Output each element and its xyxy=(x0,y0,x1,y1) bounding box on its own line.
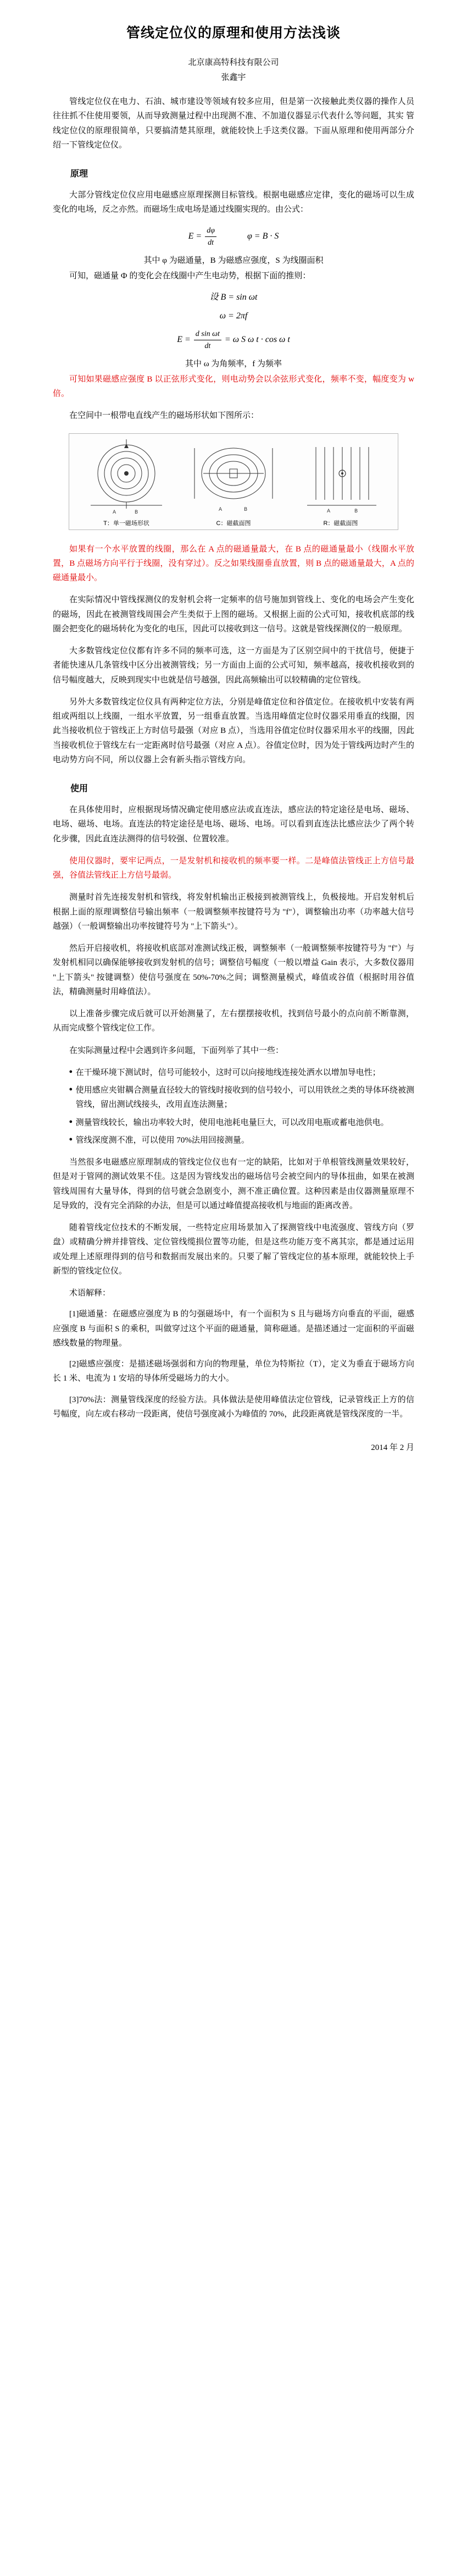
usage-paragraph-7: 随着管线定位技术的不断发展，一些特定应用场景加入了探测管线中电流强度、管线方向（罗盘）或精确分辨并排管线、定位管线缆损位置等功能，但是这些功能万变不离其宗，都是通过运用或处理上述原理得到的信号和数据而发展出来的。只要了解了管线定位的基本原理，就能较快上手新型的管线定位仪。 xyxy=(53,1223,414,1276)
principle-red-note-1: 可知如果磁感应强度 B 以正弦形式变化，则电动势会以余弦形式变化，频率不变，幅度变为 w 倍。 xyxy=(53,374,414,398)
formula-setup-b xyxy=(53,291,414,304)
formula-note-1: 其中 φ 为磁通量，B 为磁感应强度，S 为线圈面积 xyxy=(143,256,324,265)
term-definition-3: [3]70%法：测量管线深度的经验方法。具体做法是使用峰值法定位管线，记录管线正上方的信号幅度，向左或右移动一段距离，使信号强度减小为峰值的 70%，此段距离就是管线深度的一半。 xyxy=(53,1395,414,1419)
intro-paragraph: 管线定位仪在电力、石油、城市建设等领域有较多应用，但是第一次接触此类仪器的操作人员往往抓不住使用要领，从而导致测量过程中出现测不准、不加道仪器显示代表什么等问题，其实 管线定位仪的原理很简单，只要搞清楚其原理，就能较快上手这类仪器。下面从原理和使用两部分介绍一下管线定位仪。 xyxy=(53,97,414,150)
field-parallel-lines-art xyxy=(288,439,393,516)
usage-red-note: 使用仪器时，要牢记两点，一是发射机和接收机的频率要一样。二是峰值法管线正上方信号最强，谷值法管线正上方信号最弱。 xyxy=(53,856,414,880)
parallel-lines-icon xyxy=(294,439,387,516)
list-item: ● 管线深度测不准，可以使用 70%法用回接测量。 xyxy=(76,1133,414,1148)
term-definition-1: [1]磁通量：在磁感应强度为 B 的匀强磁场中，有一个面积为 S 且与磁场方向垂直的平面，磁感应强度 B 与面积 S 的乘积，叫做穿过这个平面的磁通量，简称磁通。是描述通过一定面积的平面磁感线数量的物理量。 xyxy=(53,1310,414,1348)
figure-cell-right xyxy=(288,439,393,527)
svg-text:A: A xyxy=(113,509,116,515)
figure-caption-left: T：单一磁场形状 xyxy=(103,520,149,527)
field-cross-section-art xyxy=(181,439,286,516)
figure-cell-left xyxy=(74,439,179,527)
concentric-circles-icon xyxy=(80,439,173,516)
principle-paragraph-3: 在空间中一根带电直线产生的磁场形状如下图所示： xyxy=(69,411,259,421)
terms-section xyxy=(53,1286,414,1421)
usage-paragraph-2: 测量时首先连接发射机和管线，将发射机输出正极接到被测管线上，负极接地。开启发射机后根据上面的原理调整信号输出频率（一般调整频率按键符号为 "f"），调整输出功率（功率越大信号越强）（一般调整输出功率按键符号为 "上下箭头"）。 xyxy=(53,893,414,931)
formula-emf: E = $\frac{d\varphi}{dt}$ φ = B · S xyxy=(53,225,414,249)
usage-paragraph-5: 在实际测量过程中会遇到许多问题，下面列举了其中一些： xyxy=(69,1046,284,1055)
usage-paragraph-3: 然后开启接收机，将接收机底部对准测试线正极，调整频率（一般调整频率按键符号为 "f"）与发射机相同以确保能够接收到发射机的信号；调整信号幅度（一般以增益 Gain 表示，大多数仪器用 "上下箭头" 按键调整）使信号强度在 50%-70%之间；调整测量模式，峰值或谷值（根据时用谷值法，精确测量时用峰值法）。 xyxy=(53,944,414,996)
figure-caption-right: R：磁截面图 xyxy=(323,520,358,527)
svg-text:B: B xyxy=(354,508,358,514)
svg-text:A: A xyxy=(326,508,331,514)
terms-heading: 术语解释： xyxy=(69,1289,111,1298)
section-heading-usage: 使用 xyxy=(70,784,88,793)
formula-emf-expanded: E = $\frac{\text{d sin ωt}}{dt}$ = ω S ω t · cos ω t xyxy=(53,328,414,352)
figure-cell-middle xyxy=(181,439,286,527)
principle-red-note-2: 如果有一个水平放置的线圈，那么在 A 点的磁通量最大，在 B 点的磁通量最小（线圈水平放置，B 点磁场方向平行于线圈，没有穿过）。反之如果线圈垂直放置，则 B 点的磁通量最大，A 点的磁通量最小。 xyxy=(53,544,414,582)
principle-paragraph-2: 可知，磁通量 Ф 的变化会在线圈中产生电动势，根据下面的推则： xyxy=(69,271,311,280)
svg-text:B: B xyxy=(243,506,248,512)
author-byline: 张鑫宇 xyxy=(221,73,246,82)
formula-omega: ω = 2πf xyxy=(219,311,248,321)
usage-paragraph-4: 以上准备步骤完成后就可以开始测量了，左右摆摆接收机，找到信号最小的点向前不断靠测，从而完成整个管线定位工作。 xyxy=(53,1010,414,1033)
list-item: ● 在干燥环境下测试时，信号可能较小，这时可以向接地线连接处洒水以增加导电性； xyxy=(76,1066,414,1080)
formula-b-sin: 设 B = sin ωt xyxy=(209,292,258,302)
page-title: 管线定位仪的原理和使用方法浅谈 xyxy=(126,25,341,41)
figure-caption-middle: C：磁截面图 xyxy=(216,520,251,527)
principle-paragraph-1: 大部分管线定位仪应用电磁感应原理探测目标管线。根据电磁感应定律，变化的磁场可以生成变化的电场，反之亦然。而磁场生成电场是通过线圈实现的。由公式： xyxy=(53,191,414,214)
section-heading-principle: 原理 xyxy=(70,169,88,179)
field-concentric-art xyxy=(74,439,179,516)
document-date: 2014 年 2 月 xyxy=(371,1443,414,1452)
list-item: ● 测量管线较长，输出功率较大时，使用电池耗电量巨大，可以改用电瓶或蓄电池供电。 xyxy=(76,1116,414,1130)
company-byline: 北京康高特科技有限公司 xyxy=(188,58,279,67)
field-lines-icon xyxy=(187,439,280,516)
usage-paragraph-6: 当然很多电磁感应原理制成的管线定位仪也有一定的缺陷，比如对于单根管线测量效果较好，但是对于管网的测试效果不佳。这是因为管线发出的磁场信号会被空间内的导体扭曲，如果在被测管线周围有大量导体，得到的信号就会急剧变小，测不准正确位置。这种因素是由仪器测量原理不足导致的，没有完全消除的办法，但是可以通过峰值提高接收机与地面的距离改善。 xyxy=(53,1158,414,1210)
formula-note-2: 其中 ω 为角频率，f 为频率 xyxy=(185,359,282,368)
svg-text:A: A xyxy=(218,506,223,512)
magnetic-field-figure xyxy=(53,433,414,530)
usage-paragraph-1: 在具体使用时，应根据现场情况确定使用感应法或直连法，感应法的特定途径是电场、磁场、电场、磁场、电场。直连法的特定途径是电场、磁场、电场。可以看到直连法比感应法少了两个转化步骤，因此直连法测得的信号较强、位置较准。 xyxy=(53,806,414,843)
usage-issue-list xyxy=(53,1066,414,1148)
term-definition-2: [2]磁感应强度：是描述磁场强弱和方向的物理量，单位为特斯拉（T），定义为垂直于磁场方向长 1 米、电流为 1 安培的导体所受磁场力的大小。 xyxy=(53,1360,414,1383)
principle-paragraph-4: 在实际情况中管线探测仪的发射机会将一定频率的信号施加到管线上、变化的电场会产生变化的磁场，因此在被测管线周围会产生类似于上图的磁场。又根据上面的公式可知，接收机底部的线圈会把变化的磁场转化为变化的电压，因此可以接收到这一信号。这就是管线探测仪的一般原理。 xyxy=(53,595,414,633)
principle-paragraph-5: 大多数管线定位仪都有许多不同的频率可选，这一方面是为了区别空间中的干扰信号，便捷于者能快速从几条管线中区分出被测管线；另一方面由上面的公式可知，频率越高，接收机接收到的信号幅度越大，反映到现实中也就是信号越强，因此高频输出可以较精确的定位管线。 xyxy=(53,647,414,685)
svg-text:B: B xyxy=(135,509,138,515)
principle-paragraph-6: 另外大多数管线定位仪具有两种定位方法，分别是峰值定位和谷值定位。在接收机中安装有两组或两组以上线圈，一组水平放置，另一组垂直放置。当选用峰值定位时仪器采用垂直的线圈，因此当接收机位于管线正上方时信号最强（对应 B 点），当选用谷值定位时仪器采用水平的线圈，因此当接收机位于管线左右一定距离时信号最强（对应 A 点）。谷值定位时，因为处于管线两边时产生的电动势方向不同，所以仪器上会有新头指示管线方向。 xyxy=(53,697,414,764)
list-item: ● 使用感应夹钳耦合测量直径较大的管线时接收到的信号较小，可以用铁丝之类的导体环绕被测管线，留出测试线接头，改用直连法测量； xyxy=(76,1083,414,1112)
